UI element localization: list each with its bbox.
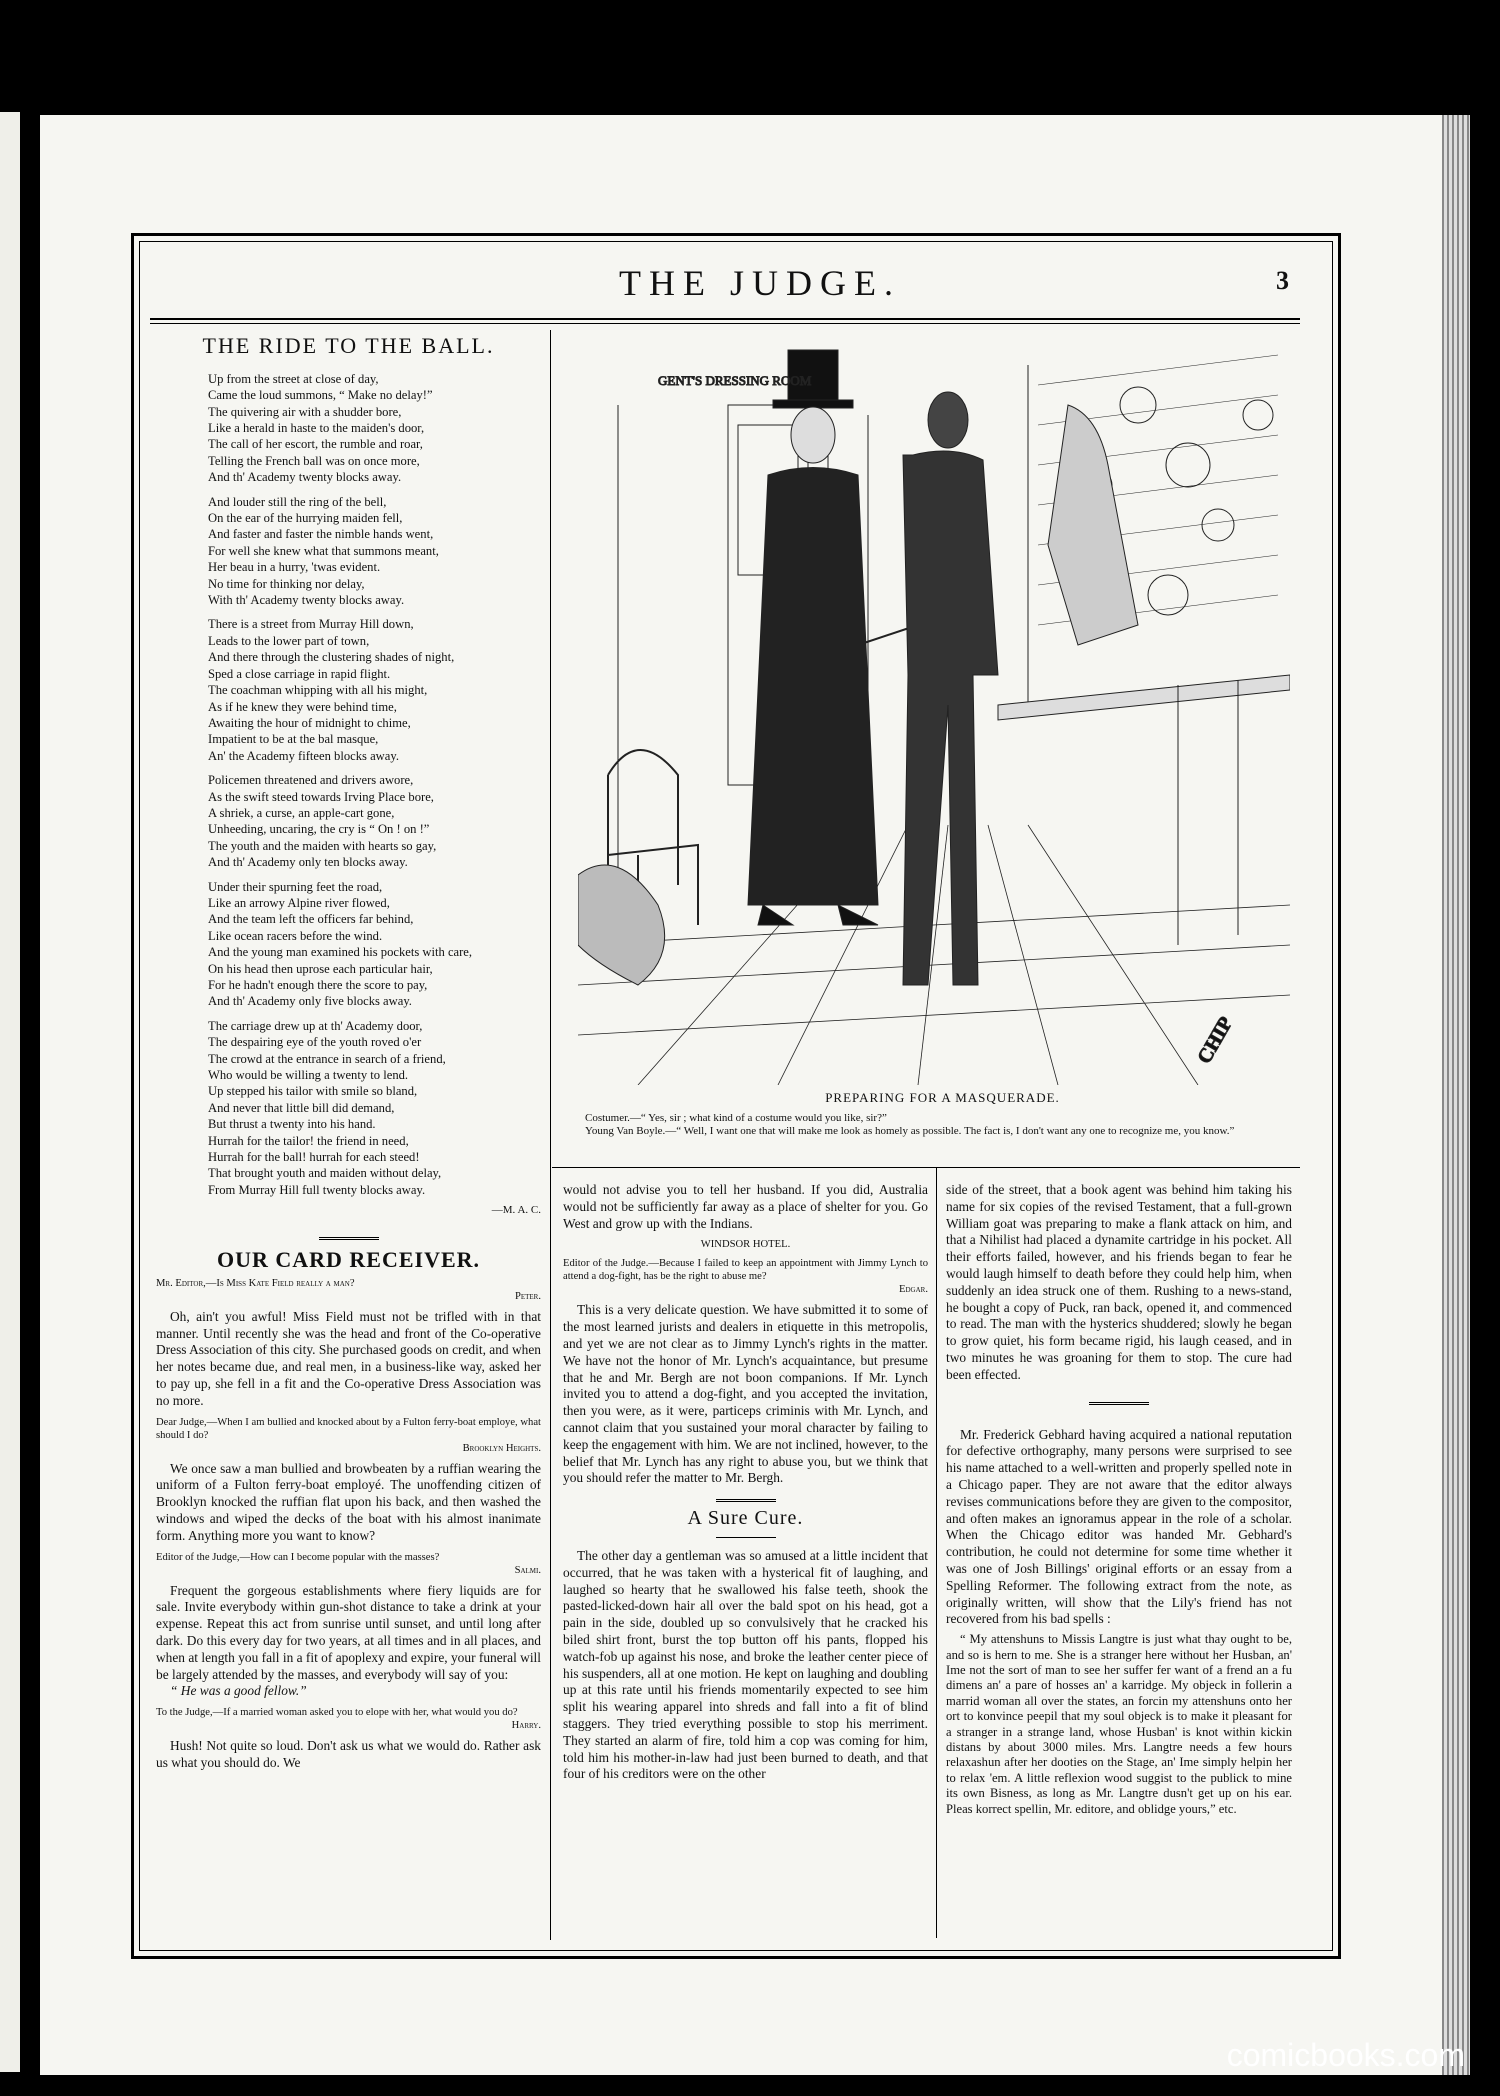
poem-line: And never that little bill did demand, <box>208 1100 395 1115</box>
answer: We once saw a man bullied and browbeaten by a ruffian wearing the uniform of a Fulton ferry-boat employé. The unoffending citizen of Brooklyn knocked the ruffian flat upon his back, and then washed the windows and wiped the decks of the boat with his almost inanimate form. Anything more you want to know? <box>156 1460 541 1543</box>
poem-line: No time for thinking nor delay, <box>208 576 365 591</box>
letter-text: Mr. Editor,—Is Miss Kate Field really a man? <box>156 1277 355 1289</box>
answer: Hush! Not quite so loud. Don't ask us what we would do. Rather ask us what you should do. We <box>156 1738 541 1771</box>
poem-line: Her beau in a hurry, 'twas evident. <box>208 560 381 575</box>
poem-stanza <box>208 772 541 870</box>
adjacent-page-edge <box>0 112 20 2072</box>
letter-text: Dear Judge,—When I am bullied and knocked about by a Fulton ferry-boat employe, what should I do? <box>156 1416 541 1441</box>
poem-line: Telling the French ball was on once more, <box>208 453 420 468</box>
section-title: A Sure Cure. <box>687 1507 804 1530</box>
section-rule <box>716 1499 776 1502</box>
signer: WINDSOR HOTEL. <box>700 1239 791 1251</box>
masthead-title: THE JUDGE. <box>619 263 901 303</box>
poem-line: And th' Academy only five blocks away. <box>208 994 412 1009</box>
poem-line: Policemen threatened and drivers awore, <box>208 773 414 788</box>
letter-text: Editor of the Judge,—How can I become popular with the masses? <box>156 1551 440 1563</box>
caption-line-van-boyle: Young Van Boyle.—“ Well, I want one that will make me look as homely as possible. The fact is, I don't want any one to recognize me, you know.” <box>585 1125 1235 1137</box>
letter-text: Editor of the Judge.—Because I failed to keep an appointment with Jimmy Lynch to attend a dog-fight, has be the right to abuse me? <box>563 1258 928 1283</box>
poem-line: A shriek, a curse, an apple-cart gone, <box>208 805 395 820</box>
poem-stanza <box>208 1018 541 1198</box>
column-divider <box>936 1168 937 1938</box>
dressing-room-sign: GENT'S DRESSING ROOM <box>658 373 812 388</box>
letter <box>563 1257 928 1296</box>
poem-line: Hurrah for the tailor! the friend in need, <box>208 1133 409 1148</box>
masthead-rule <box>150 318 1300 320</box>
answer: This is a very delicate question. We have submitted it to some of the most learned jurists and dealers in etiquette in this metropolis, and yet we are not clear as to Jimmy Lynch's rights in the matter. We have not the honor of Mr. Lynch's acquaintance, but presume that he and Mr. Bergh are not boon companions. If Mr. Lynch invited you to attend a dog-fight, and you accepted the invitation, then you were, as it were, particeps criminis with Mr. Lynch, and cannot claim that you sustained your moral character by failing to keep the engagement with him. We are not inclined, however, to the belief that Mr. Lynch has any right to abuse you, but we think that you should refer the matter to Mr. Bergh. <box>563 1302 928 1486</box>
right-column <box>946 1182 1292 1821</box>
artist-signature: CHIP <box>1193 1013 1238 1068</box>
poem-line: And louder still the ring of the bell, <box>208 494 387 509</box>
poem-line: Impatient to be at the bal masque, <box>208 732 379 747</box>
cartoon-caption <box>585 1090 1300 1138</box>
poem-line: The youth and the maiden with hearts so gay, <box>208 838 437 853</box>
poem-line: The despairing eye of the youth roved o'er <box>208 1035 422 1050</box>
answer: Oh, ain't you awful! Miss Field must not be trifled with in that manner. Until recently she was the head and front of the Co-operative Dress Association of this city. She purchased goods on credit, and when her notes became due, and real men, in a business-like way, asked her to pay up, she fell in a fit and the Co-operative Dress Association was no more. <box>156 1308 541 1408</box>
poem-line: For well she knew what that summons meant, <box>208 543 439 558</box>
letter-signer: Peter. <box>514 1290 541 1302</box>
section-rule <box>716 1537 776 1538</box>
answer-quote: “ He was a good fellow.” <box>170 1683 307 1699</box>
letter-signer: Harry. <box>511 1720 541 1732</box>
poem-line: Came the loud summons, “ Make no delay!” <box>208 388 433 403</box>
letter <box>156 1416 541 1455</box>
poem-line: And th' Academy twenty blocks away. <box>208 470 402 485</box>
poem-line: An' the Academy fifteen blocks away. <box>208 748 399 763</box>
poem-signature: —M. A. C. <box>491 1204 541 1217</box>
watermark: comicbooks.com <box>1226 2037 1465 2073</box>
poem-stanza <box>208 494 541 609</box>
poem-line: That brought youth and maiden without delay, <box>208 1166 442 1181</box>
article-continued: side of the street, that a book agent was behind him taking his name for six copies of the revised Testament, that a full-grown William goat was preparing to make a flank attack on him, and that a Nihilist had placed a dynamite cartridge in his pocket. All their efforts failed, however, and his friends began to fear he would laugh himself to death before they could help him, when suddenly an idea struck one of them. Rushing to a news-stand, he bought a copy of Puck, ran back, opened it, and commenced to read. The man with the hysterics shuddered; slowly he began to grow quiet, his form became rigid, his laugh ceased, and in two minutes he was groaning for them to stop. The cure had been effected. <box>946 1182 1292 1382</box>
poem-line: Under their spurning feet the road, <box>208 879 383 894</box>
poem-line: The quivering air with a shudder bore, <box>208 404 402 419</box>
poem-line: Up from the street at close of day, <box>208 371 379 386</box>
letter <box>156 1277 541 1303</box>
caption-line-costumer: Costumer.—“ Yes, sir ; what kind of a costume would you like, sir?” <box>585 1112 887 1124</box>
poem-line: And th' Academy only ten blocks away. <box>208 855 408 870</box>
poem-line: Hurrah for the ball! hurrah for each steed! <box>208 1150 420 1165</box>
article-text: The other day a gentleman was so amused at a little incident that occurred, that he was taken with a hysterical fit of laughing, and laughed so hearty that he swallowed his false teeth, shook the pasted-licked-down hair all over the bald spot on his head, got a pain in the side, doubled up so convulsively that he cracked his biled shirt front, burst the top button off his pants, flopped his watch-fob up against his nose, and broke the leather center piece of his suspenders, all at one motion. He kept on laughing and doubling up at this rate until his friends momentarily expected to see him split his wearing apparel into shreds and fall into a fit of blind staggers. They tried everything possible to stop his merriment. They started an alarm of fire, told him a cop was coming for him, told him his mother-in-law had just been burned to death, and that four of his creditors were on the other <box>563 1547 928 1782</box>
left-column <box>156 333 541 1776</box>
poem-stanza <box>208 371 541 486</box>
answer: Frequent the gorgeous establishments where fiery liquids are for sale. Invite everybody within gun-shot distance to take a drink at your expense. Repeat this act from sunrise until sunset, and until long after dark. Do this every day for two years, at all times and in all places, and when at length you fall in a fit of apoplexy and expire, your funeral will be largely attended by the masses, and everybody will say of you: <box>156 1582 541 1682</box>
section-title: OUR CARD RECEIVER. <box>216 1247 481 1273</box>
answer-continued: would not advise you to tell her husband. If you did, Australia would not be sufficiently far away as a place of shelter for you. Go West and grow up with the Indians. <box>563 1182 928 1231</box>
poem-line: From Murray Hill full twenty blocks away. <box>208 1182 426 1197</box>
poem-line: Unheeding, uncaring, the cry is “ On ! on !” <box>208 822 430 837</box>
poem-line: Up stepped his tailor with smile so bland, <box>208 1084 418 1099</box>
letter-text: To the Judge,—If a married woman asked you to elope with her, what would you do? <box>156 1707 518 1719</box>
letter <box>156 1551 541 1577</box>
poem-line: On the ear of the hurrying maiden fell, <box>208 511 403 526</box>
letter-signer: Edgar. <box>899 1284 928 1296</box>
poem-line: And the team left the officers far behind, <box>208 912 414 927</box>
column-divider <box>550 330 551 1940</box>
poem-line: For he hadn't enough there the score to pay, <box>208 978 428 993</box>
poem-line: Who would be willing a twenty to lend. <box>208 1068 409 1083</box>
poem-line: As the swift steed towards Irving Place bore, <box>208 789 434 804</box>
section-rule <box>319 1237 379 1240</box>
poem-line: Awaiting the hour of midnight to chime, <box>208 715 411 730</box>
poem-line: The crowd at the entrance in search of a friend, <box>208 1051 446 1066</box>
caption-title: PREPARING FOR A MASQUERADE. <box>825 1090 1060 1105</box>
poem-stanza <box>208 879 541 1010</box>
poem-line: And faster and faster the nimble hands went, <box>208 527 434 542</box>
poem-line: And there through the clustering shades of night, <box>208 650 455 665</box>
article-text: Mr. Frederick Gebhard having acquired a national reputation for defective orthography, many persons were surprised to see his name attached to a well-written and properly spelled note in a Chicago paper. They are not aware that the editor always revises communications before they are given to the compositor, and often makes an ignoramus appear in the role of a scholar. When the Chicago editor was handed Mr. Gebhard's contribution, he could not determine for some time whether it was one of Josh Billings' original efforts or an essay from a Spelling Reformer. The following extract from the note, as originally written, will show that the Lily's friend has not recovered from his bad spells : <box>946 1426 1292 1627</box>
poem-stanza <box>208 616 541 764</box>
page-stack-edge <box>1442 115 1470 2075</box>
letter <box>563 1238 928 1251</box>
middle-column <box>563 1182 928 1787</box>
poem-line: Sped a close carriage in rapid flight. <box>208 666 391 681</box>
cartoon-illustration <box>578 345 1290 1085</box>
poem-line: Like ocean racers before the wind. <box>208 928 383 943</box>
poem-line: On his head then uprose each particular hair, <box>208 961 433 976</box>
letter-signer: Salmi. <box>514 1564 541 1576</box>
poem-line: The coachman whipping with all his might, <box>208 683 428 698</box>
section-rule <box>1089 1402 1149 1405</box>
poem-title: THE RIDE TO THE BALL. <box>202 333 495 358</box>
poem-line: And the young man examined his pockets with care, <box>208 945 473 960</box>
illustration-rule <box>552 1167 1300 1168</box>
letter <box>156 1706 541 1732</box>
poem-line: Like an arrowy Alpine river flowed, <box>208 895 390 910</box>
poem <box>156 371 541 1199</box>
poem-line: As if he knew they were behind time, <box>208 699 397 714</box>
poem-line: There is a street from Murray Hill down, <box>208 617 414 632</box>
poem-line: Like a herald in haste to the maiden's door, <box>208 421 425 436</box>
poem-line: But thrust a twenty into his hand. <box>208 1117 376 1132</box>
poem-line: The carriage drew up at th' Academy door, <box>208 1018 423 1033</box>
page-number: 3 <box>1276 266 1289 295</box>
quoted-letter: “ My attenshuns to Missis Langtre is just what thay ought to be, and so is hern to me. She is a stranger here without her Husban, an' Ime not the sort of man to see her suffer fer want of a frend an a fu dimens an' a pare of hosses an' a karridge. My objeck in follerin a marrid woman all over the states, an forcin my attenshuns onto her ort to konvince peepil that my soul objeck is to make it pleasant for a stranger in a strange land, whose Husban' is knot within kickin distans by about 3000 miles. Mrs. Langtre needs a few hours relaxashun after her dooties on the Stage, an' Ime simply helpin her to relax 'em. A little reflexion wood suggist to the publick to mine its own Bisness, as long as Mr. Langtre dusn't get up on his ear. Pleas korrect spellin, Mr. editore, and oblidge yours,” etc. <box>946 1632 1292 1816</box>
poem-line: The call of her escort, the rumble and roar, <box>208 437 423 452</box>
poem-line: With th' Academy twenty blocks away. <box>208 593 405 608</box>
masthead-rule-thin <box>150 323 1300 324</box>
poem-line: Leads to the lower part of town, <box>208 633 370 648</box>
letter-signer: Brooklyn Heights. <box>462 1442 541 1454</box>
